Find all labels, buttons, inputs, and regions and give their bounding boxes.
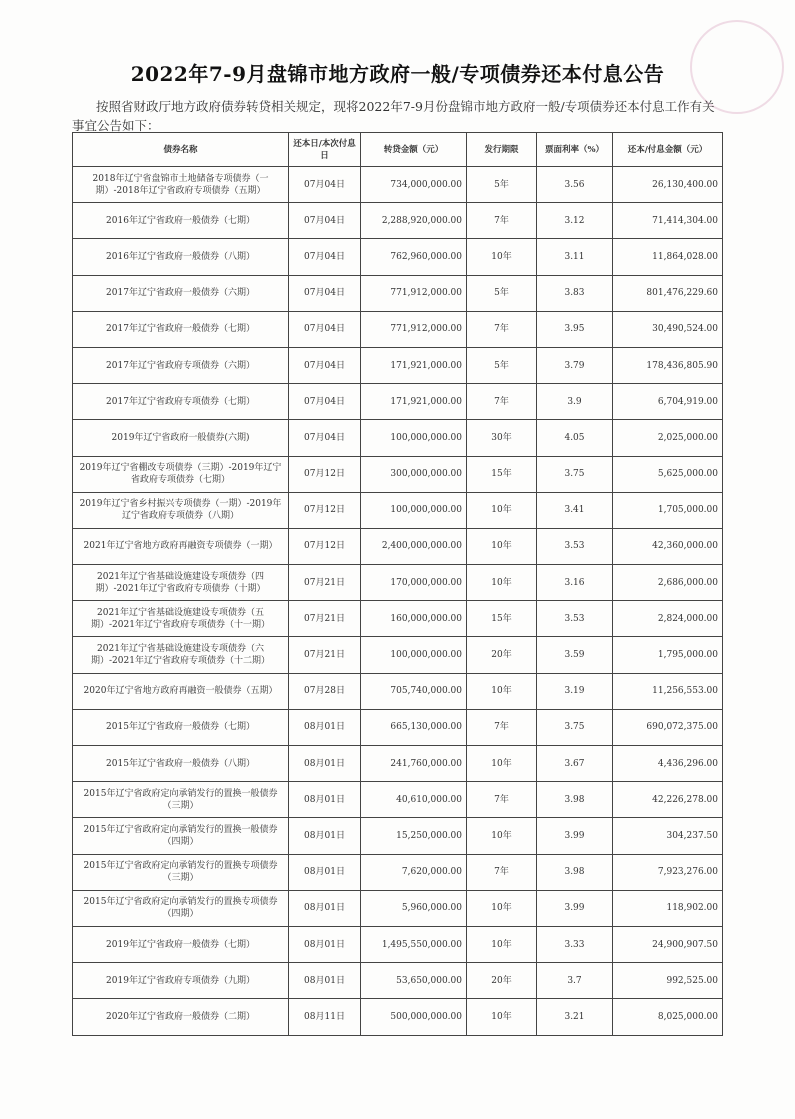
cell-repay-date: 08月01日 bbox=[289, 782, 361, 818]
table-row bbox=[73, 963, 723, 999]
cell-payment-amount: 4,436,296.00 bbox=[613, 746, 723, 782]
cell-on-lent-amount: 665,130,000.00 bbox=[361, 709, 467, 745]
cell-payment-amount: 2,824,000.00 bbox=[613, 601, 723, 637]
cell-bond-name: 2015年辽宁省政府一般债券（七期） bbox=[73, 709, 289, 745]
cell-bond-name: 2017年辽宁省政府一般债券（七期） bbox=[73, 311, 289, 347]
table-row bbox=[73, 528, 723, 564]
cell-bond-name: 2019年辽宁省乡村振兴专项债券（一期）-2019年辽宁省政府专项债券（八期） bbox=[73, 492, 289, 528]
cell-on-lent-amount: 300,000,000.00 bbox=[361, 456, 467, 492]
cell-coupon-rate: 3.7 bbox=[537, 963, 613, 999]
cell-coupon-rate: 3.56 bbox=[537, 167, 613, 203]
cell-bond-name: 2015年辽宁省政府定向承销发行的置换专项债券（四期） bbox=[73, 890, 289, 926]
cell-repay-date: 07月04日 bbox=[289, 167, 361, 203]
cell-repay-date: 07月04日 bbox=[289, 275, 361, 311]
cell-repay-date: 08月01日 bbox=[289, 926, 361, 962]
cell-bond-name: 2020年辽宁省政府一般债券（二期） bbox=[73, 999, 289, 1035]
cell-term: 10年 bbox=[467, 746, 537, 782]
table-row bbox=[73, 347, 723, 383]
table-row bbox=[73, 565, 723, 601]
table-row bbox=[73, 999, 723, 1035]
table-row bbox=[73, 203, 723, 239]
cell-repay-date: 07月21日 bbox=[289, 601, 361, 637]
cell-bond-name: 2021年辽宁省基础设施建设专项债券（六期）-2021年辽宁省政府专项债券（十二期） bbox=[73, 637, 289, 673]
cell-bond-name: 2021年辽宁省基础设施建设专项债券（五期）-2021年辽宁省政府专项债券（十一期） bbox=[73, 601, 289, 637]
cell-repay-date: 07月04日 bbox=[289, 384, 361, 420]
cell-payment-amount: 992,525.00 bbox=[613, 963, 723, 999]
cell-payment-amount: 30,490,524.00 bbox=[613, 311, 723, 347]
table-row bbox=[73, 167, 723, 203]
cell-coupon-rate: 3.12 bbox=[537, 203, 613, 239]
cell-coupon-rate: 3.98 bbox=[537, 782, 613, 818]
cell-coupon-rate: 3.59 bbox=[537, 637, 613, 673]
cell-term: 7年 bbox=[467, 709, 537, 745]
cell-repay-date: 07月21日 bbox=[289, 565, 361, 601]
cell-term: 5年 bbox=[467, 275, 537, 311]
cell-on-lent-amount: 100,000,000.00 bbox=[361, 637, 467, 673]
cell-bond-name: 2015年辽宁省政府定向承销发行的置换一般债券（三期） bbox=[73, 782, 289, 818]
cell-term: 7年 bbox=[467, 203, 537, 239]
cell-repay-date: 07月04日 bbox=[289, 311, 361, 347]
cell-coupon-rate: 3.33 bbox=[537, 926, 613, 962]
cell-term: 10年 bbox=[467, 565, 537, 601]
cell-payment-amount: 8,025,000.00 bbox=[613, 999, 723, 1035]
cell-payment-amount: 11,256,553.00 bbox=[613, 673, 723, 709]
cell-term: 20年 bbox=[467, 637, 537, 673]
cell-coupon-rate: 3.11 bbox=[537, 239, 613, 275]
bond-repayment-table bbox=[72, 132, 723, 1036]
header-payment-amount: 还本/付息金额（元） bbox=[613, 133, 723, 167]
cell-term: 7年 bbox=[467, 782, 537, 818]
table-row bbox=[73, 818, 723, 854]
cell-on-lent-amount: 100,000,000.00 bbox=[361, 420, 467, 456]
cell-payment-amount: 24,900,907.50 bbox=[613, 926, 723, 962]
cell-repay-date: 07月04日 bbox=[289, 420, 361, 456]
cell-term: 10年 bbox=[467, 492, 537, 528]
cell-payment-amount: 118,902.00 bbox=[613, 890, 723, 926]
cell-bond-name: 2017年辽宁省政府专项债券（七期） bbox=[73, 384, 289, 420]
cell-coupon-rate: 3.99 bbox=[537, 890, 613, 926]
table-row bbox=[73, 239, 723, 275]
cell-payment-amount: 801,476,229.60 bbox=[613, 275, 723, 311]
cell-bond-name: 2020年辽宁省地方政府再融资一般债券（五期） bbox=[73, 673, 289, 709]
cell-term: 10年 bbox=[467, 818, 537, 854]
cell-repay-date: 07月04日 bbox=[289, 203, 361, 239]
table-row bbox=[73, 854, 723, 890]
cell-coupon-rate: 3.75 bbox=[537, 456, 613, 492]
cell-term: 5年 bbox=[467, 167, 537, 203]
cell-payment-amount: 26,130,400.00 bbox=[613, 167, 723, 203]
header-bond-name: 债券名称 bbox=[73, 133, 289, 167]
table-row bbox=[73, 673, 723, 709]
cell-bond-name: 2015年辽宁省政府一般债券（八期） bbox=[73, 746, 289, 782]
table-row bbox=[73, 890, 723, 926]
cell-term: 7年 bbox=[467, 311, 537, 347]
cell-on-lent-amount: 762,960,000.00 bbox=[361, 239, 467, 275]
cell-on-lent-amount: 1,495,550,000.00 bbox=[361, 926, 467, 962]
cell-bond-name: 2021年辽宁省地方政府再融资专项债券（一期） bbox=[73, 528, 289, 564]
cell-payment-amount: 178,436,805.90 bbox=[613, 347, 723, 383]
cell-bond-name: 2019年辽宁省棚改专项债券（三期）-2019年辽宁省政府专项债券（七期） bbox=[73, 456, 289, 492]
cell-coupon-rate: 3.16 bbox=[537, 565, 613, 601]
cell-repay-date: 08月01日 bbox=[289, 890, 361, 926]
cell-payment-amount: 690,072,375.00 bbox=[613, 709, 723, 745]
cell-coupon-rate: 3.98 bbox=[537, 854, 613, 890]
cell-on-lent-amount: 2,288,920,000.00 bbox=[361, 203, 467, 239]
cell-term: 10年 bbox=[467, 999, 537, 1035]
cell-term: 20年 bbox=[467, 963, 537, 999]
cell-repay-date: 07月12日 bbox=[289, 528, 361, 564]
table-row bbox=[73, 601, 723, 637]
table-row bbox=[73, 709, 723, 745]
header-repay-date: 还本日/本次付息日 bbox=[289, 133, 361, 167]
table-body bbox=[73, 167, 723, 1036]
cell-on-lent-amount: 771,912,000.00 bbox=[361, 275, 467, 311]
cell-on-lent-amount: 7,620,000.00 bbox=[361, 854, 467, 890]
cell-on-lent-amount: 734,000,000.00 bbox=[361, 167, 467, 203]
cell-bond-name: 2017年辽宁省政府一般债券（六期） bbox=[73, 275, 289, 311]
cell-payment-amount: 6,704,919.00 bbox=[613, 384, 723, 420]
cell-on-lent-amount: 100,000,000.00 bbox=[361, 492, 467, 528]
table-row bbox=[73, 492, 723, 528]
cell-coupon-rate: 3.79 bbox=[537, 347, 613, 383]
table-row bbox=[73, 311, 723, 347]
cell-coupon-rate: 3.99 bbox=[537, 818, 613, 854]
table-row bbox=[73, 456, 723, 492]
cell-repay-date: 08月01日 bbox=[289, 709, 361, 745]
cell-term: 15年 bbox=[467, 601, 537, 637]
table-row bbox=[73, 275, 723, 311]
cell-term: 5年 bbox=[467, 347, 537, 383]
cell-on-lent-amount: 500,000,000.00 bbox=[361, 999, 467, 1035]
cell-repay-date: 08月01日 bbox=[289, 963, 361, 999]
cell-coupon-rate: 3.95 bbox=[537, 311, 613, 347]
cell-on-lent-amount: 705,740,000.00 bbox=[361, 673, 467, 709]
cell-on-lent-amount: 40,610,000.00 bbox=[361, 782, 467, 818]
cell-bond-name: 2015年辽宁省政府定向承销发行的置换一般债券（四期） bbox=[73, 818, 289, 854]
cell-on-lent-amount: 771,912,000.00 bbox=[361, 311, 467, 347]
cell-term: 10年 bbox=[467, 528, 537, 564]
cell-payment-amount: 42,226,278.00 bbox=[613, 782, 723, 818]
cell-on-lent-amount: 53,650,000.00 bbox=[361, 963, 467, 999]
cell-on-lent-amount: 171,921,000.00 bbox=[361, 347, 467, 383]
cell-term: 10年 bbox=[467, 239, 537, 275]
cell-payment-amount: 2,686,000.00 bbox=[613, 565, 723, 601]
cell-term: 15年 bbox=[467, 456, 537, 492]
cell-coupon-rate: 3.21 bbox=[537, 999, 613, 1035]
cell-repay-date: 08月01日 bbox=[289, 854, 361, 890]
cell-on-lent-amount: 5,960,000.00 bbox=[361, 890, 467, 926]
cell-payment-amount: 71,414,304.00 bbox=[613, 203, 723, 239]
cell-bond-name: 2019年辽宁省政府专项债券（九期） bbox=[73, 963, 289, 999]
cell-coupon-rate: 4.05 bbox=[537, 420, 613, 456]
cell-payment-amount: 42,360,000.00 bbox=[613, 528, 723, 564]
cell-on-lent-amount: 2,400,000,000.00 bbox=[361, 528, 467, 564]
cell-on-lent-amount: 15,250,000.00 bbox=[361, 818, 467, 854]
cell-term: 7年 bbox=[467, 854, 537, 890]
cell-term: 7年 bbox=[467, 384, 537, 420]
cell-on-lent-amount: 170,000,000.00 bbox=[361, 565, 467, 601]
cell-coupon-rate: 3.9 bbox=[537, 384, 613, 420]
cell-payment-amount: 11,864,028.00 bbox=[613, 239, 723, 275]
cell-payment-amount: 304,237.50 bbox=[613, 818, 723, 854]
cell-coupon-rate: 3.75 bbox=[537, 709, 613, 745]
cell-coupon-rate: 3.41 bbox=[537, 492, 613, 528]
table-row bbox=[73, 420, 723, 456]
cell-repay-date: 07月28日 bbox=[289, 673, 361, 709]
cell-on-lent-amount: 171,921,000.00 bbox=[361, 384, 467, 420]
cell-repay-date: 08月01日 bbox=[289, 818, 361, 854]
cell-coupon-rate: 3.67 bbox=[537, 746, 613, 782]
cell-repay-date: 07月12日 bbox=[289, 456, 361, 492]
cell-repay-date: 08月11日 bbox=[289, 999, 361, 1035]
intro-paragraph: 按照省财政厅地方政府债券转贷相关规定，现将2022年7-9月份盘锦市地方政府一般/专项债券还本付息工作有关事宜公告如下： bbox=[72, 99, 715, 133]
cell-payment-amount: 5,625,000.00 bbox=[613, 456, 723, 492]
page-title: 2022年7-9月盘锦市地方政府一般/专项债券还本付息公告 bbox=[130, 62, 665, 86]
cell-coupon-rate: 3.53 bbox=[537, 528, 613, 564]
cell-bond-name: 2019年辽宁省政府一般债券（七期） bbox=[73, 926, 289, 962]
cell-term: 10年 bbox=[467, 673, 537, 709]
cell-payment-amount: 7,923,276.00 bbox=[613, 854, 723, 890]
table-row bbox=[73, 384, 723, 420]
cell-payment-amount: 2,025,000.00 bbox=[613, 420, 723, 456]
cell-bond-name: 2016年辽宁省政府一般债券（七期） bbox=[73, 203, 289, 239]
cell-repay-date: 07月12日 bbox=[289, 492, 361, 528]
cell-bond-name: 2017年辽宁省政府专项债券（六期） bbox=[73, 347, 289, 383]
header-term: 发行期限 bbox=[467, 133, 537, 167]
table-row bbox=[73, 926, 723, 962]
cell-term: 10年 bbox=[467, 890, 537, 926]
table-row bbox=[73, 746, 723, 782]
cell-coupon-rate: 3.19 bbox=[537, 673, 613, 709]
cell-coupon-rate: 3.83 bbox=[537, 275, 613, 311]
cell-payment-amount: 1,705,000.00 bbox=[613, 492, 723, 528]
cell-payment-amount: 1,795,000.00 bbox=[613, 637, 723, 673]
cell-on-lent-amount: 241,760,000.00 bbox=[361, 746, 467, 782]
cell-repay-date: 07月21日 bbox=[289, 637, 361, 673]
header-coupon-rate: 票面利率（%） bbox=[537, 133, 613, 167]
cell-bond-name: 2019年辽宁省政府一般债券(六期) bbox=[73, 420, 289, 456]
cell-coupon-rate: 3.53 bbox=[537, 601, 613, 637]
cell-repay-date: 07月04日 bbox=[289, 239, 361, 275]
cell-term: 10年 bbox=[467, 926, 537, 962]
cell-repay-date: 08月01日 bbox=[289, 746, 361, 782]
cell-bond-name: 2015年辽宁省政府定向承销发行的置换专项债券（三期） bbox=[73, 854, 289, 890]
cell-repay-date: 07月04日 bbox=[289, 347, 361, 383]
cell-bond-name: 2016年辽宁省政府一般债券（八期） bbox=[73, 239, 289, 275]
cell-term: 30年 bbox=[467, 420, 537, 456]
table-header-row bbox=[73, 133, 723, 167]
cell-on-lent-amount: 160,000,000.00 bbox=[361, 601, 467, 637]
table-row bbox=[73, 782, 723, 818]
cell-bond-name: 2018年辽宁省盘锦市土地储备专项债券（一期）-2018年辽宁省政府专项债券（五期） bbox=[73, 167, 289, 203]
table-row bbox=[73, 637, 723, 673]
header-on-lent-amount: 转贷金额（元） bbox=[361, 133, 467, 167]
cell-bond-name: 2021年辽宁省基础设施建设专项债券（四期）-2021年辽宁省政府专项债券（十期） bbox=[73, 565, 289, 601]
